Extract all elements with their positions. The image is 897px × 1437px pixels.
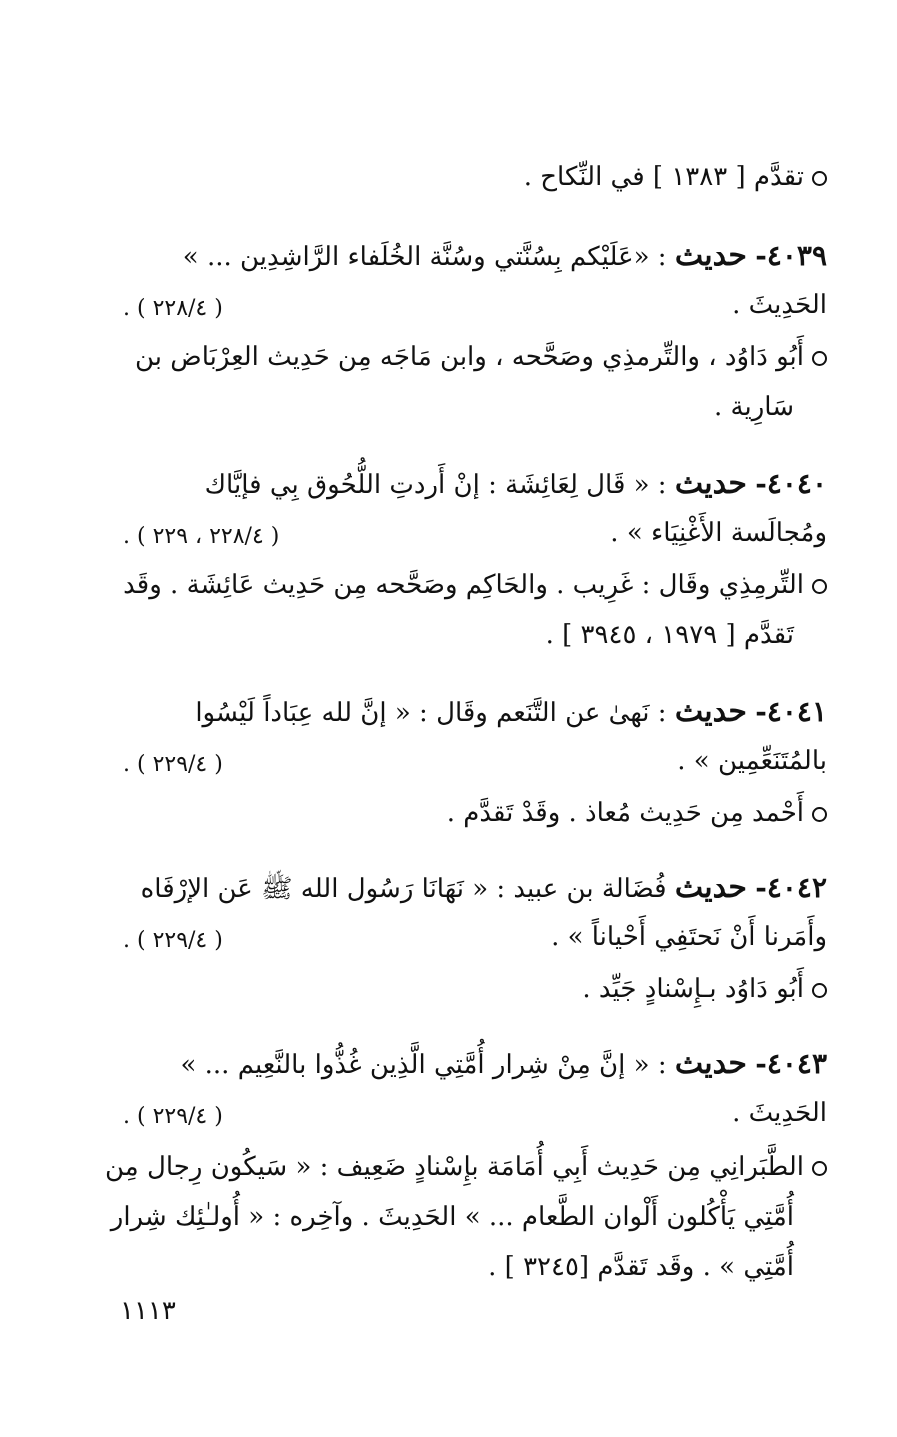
hadith-4040-line1: ٤٠٤٠- حديث : « قَال لِعَائِشَة : إنْ أَردتِ اللُّحُوق بِي فإيَّاك [204, 466, 827, 501]
hadith-4043-line1: ٤٠٤٣- حديث : « إنَّ مِنْ شِرار أُمَّتِي الَّذِين غُذُّوا بالنَّعِيم ... » [180, 1046, 827, 1081]
hadith-4041-note1: أَحْمد مِن حَدِيث مُعاذ . وقَدْ تَقدَّم . [57, 798, 827, 829]
hadith-4040-line2: ومُجالَسة الأَغْنِيَاء » . [610, 518, 827, 548]
hadith-4043-note3: أُمَّتِي » . وقَد تَقدَّم [٣٢٤٥ ] . [488, 1252, 794, 1282]
hadith-4042-note1: أَبُو دَاوُد بـإِسْنادٍ جَيِّد . [57, 974, 827, 1005]
hadith-4040-note1: التِّرمِذِي وقَال : غَرِيب . والحَاكِم وصَحَّحه مِن حَدِيث عَائِشَة . وقَد [57, 570, 827, 601]
bullet-icon [812, 1161, 827, 1176]
hadith-4043-note1: الطَّبَرانِي مِن حَدِيث أَبِي أُمَامَة بإِسْنادٍ ضَعِيف : « سَيكُون رِجال مِن [57, 1152, 827, 1183]
bullet-icon [812, 983, 827, 998]
hadith-4041-ref: ( ٢٢٩/٤ ) . [123, 752, 223, 777]
hadith-4039-ref: ( ٢٢٨/٤ ) . [123, 296, 223, 321]
bullet-icon [812, 351, 827, 366]
bullet-icon [812, 579, 827, 594]
hadith-4041-line1: ٤٠٤١- حديث : نَهىٰ عن التَّنَعم وقَال : « إنَّ لله عِبَاداً لَيْسُوا [195, 694, 827, 729]
page-number: ١١١٣ [120, 1296, 176, 1326]
hadith-4039-note1: أَبُو دَاوُد ، والتِّرمذِي وصَحَّحه ، وابن مَاجَه مِن حَدِيث العِرْبَاض بن [57, 342, 827, 373]
bullet-icon [812, 807, 827, 822]
hadith-4039-line1: ٤٠٣٩- حديث : «عَلَيْكم بِسُنَّتي وسُنَّة الخُلَفاء الرَّاشِدِين ... » [182, 238, 827, 273]
hadith-4042-line2: وأَمَرنا أَنْ نَحتَفِي أَحْياناً » . [551, 922, 827, 952]
hadith-4039-line2: الحَدِيثَ . [732, 290, 827, 320]
hadith-4040-ref: ( ٢٢٨/٤ ، ٢٢٩ ) . [123, 524, 280, 549]
hadith-4040-note2: تَقدَّم [ ١٩٧٩ ، ٣٩٤٥ ] . [545, 620, 794, 650]
bullet-icon [812, 171, 827, 186]
hadith-4039-note2: سَارِية . [714, 392, 794, 422]
hadith-4043-ref: ( ٢٢٩/٤ ) . [123, 1104, 223, 1129]
hadith-4042-line1: ٤٠٤٢- حديث فُضَالة بن عبيد : « نَهَانَا رَسُول الله ﷺ عَن الإرْفَاه [140, 870, 827, 905]
hadith-4042-ref: ( ٢٢٩/٤ ) . [123, 928, 223, 953]
intro-note: تقدَّم [ ١٣٨٣ ] في النِّكاح . [57, 162, 827, 193]
hadith-4041-line2: بالمُتَنَعِّمِين » . [677, 746, 827, 776]
hadith-4043-line2: الحَدِيثَ . [732, 1098, 827, 1128]
hadith-4043-note2: أُمَّتِي يَأْكُلون أَلْوان الطَّعام ... » الحَدِيثَ . وآخِره : « أُولـٰئِك شِرار [110, 1202, 794, 1232]
